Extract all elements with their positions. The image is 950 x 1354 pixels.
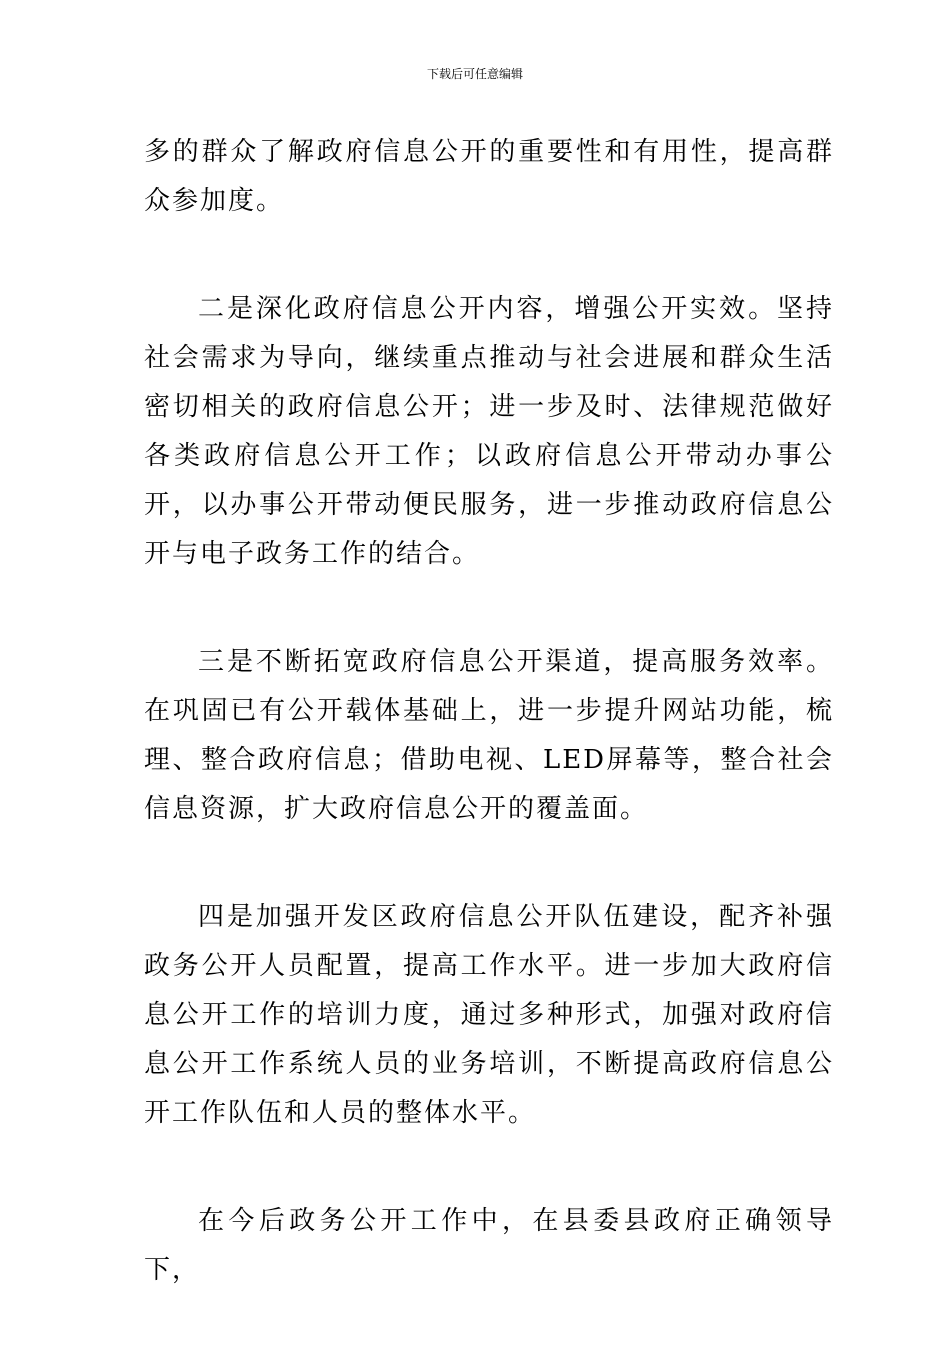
paragraph-1: 多的群众了解政府信息公开的重要性和有用性，提高群众参加度。 xyxy=(144,137,834,216)
paragraph-3: 三是不断拓宽政府信息公开渠道，提高服务效率。在巩固已有公开载体基础上，进一步提升网站功能，梳理、整合政府信息；借助电视、LED屏幕等，整合社会信息资源，扩大政府信息公开的覆盖面。 xyxy=(144,647,834,824)
paragraph-4: 四是加强开发区政府信息公开队伍建设，配齐补强政务公开人员配置，提高工作水平。进一步加大政府信息公开工作的培训力度，通过多种形式，加强对政府信息公开工作系统人员的业务培训，不断提高政府信息公开工作队伍和人员的整体水平。 xyxy=(144,902,834,1128)
paragraph-5: 在今后政务公开工作中，在县委县政府正确领导下， xyxy=(144,1206,834,1285)
page-header-note: 下载后可任意编辑 xyxy=(426,67,523,81)
paragraph-2: 二是深化政府信息公开内容，增强公开实效。坚持社会需求为导向，继续重点推动与社会进展和群众生活密切相关的政府信息公开；进一步及时、法律规范做好各类政府信息公开工作；以政府信息公开带动办事公开，以办事公开带动便民服务，进一步推动政府信息公开与电子政务工作的结合。 xyxy=(144,294,834,569)
document-body xyxy=(144,128,834,1354)
